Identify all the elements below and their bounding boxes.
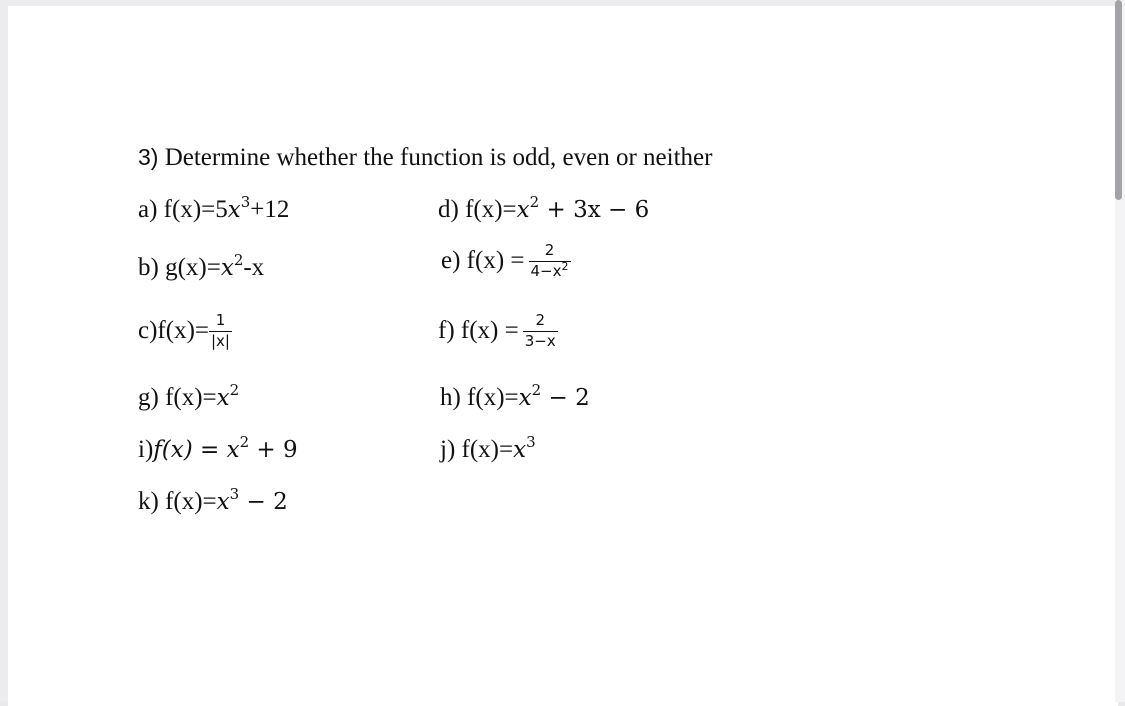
vertical-scrollbar[interactable] — [1115, 0, 1125, 702]
document-page — [8, 6, 1118, 706]
question-heading — [138, 144, 712, 172]
item-c-label: c)f(x)= — [138, 316, 209, 344]
item-k — [138, 485, 288, 516]
item-a-math: $x^3$ — [227, 193, 251, 223]
item-j-label: j) f(x)= — [440, 436, 514, 463]
item-a-label: a) f(x)=5 — [138, 196, 228, 223]
question-text: Determine whether the function is odd, even or neither — [164, 144, 713, 171]
item-k-math: $x^3 - 2$ — [216, 485, 288, 515]
item-d — [438, 193, 650, 224]
item-h-label: h) f(x)= — [440, 384, 519, 411]
item-a-rest: +12 — [250, 196, 290, 223]
item-c — [138, 312, 232, 349]
item-i — [138, 433, 298, 464]
item-b-rest: -x — [243, 254, 265, 281]
item-a — [138, 193, 290, 224]
item-g-math: $x^2$ — [216, 381, 240, 411]
item-j-math: $x^3$ — [513, 433, 536, 463]
item-i-label: i) — [138, 436, 154, 463]
item-g — [138, 381, 240, 412]
item-c-fraction: $\frac{1}{|x|}$ — [211, 311, 230, 350]
item-b — [138, 251, 265, 282]
item-b-math: $x^2$ — [220, 251, 244, 281]
item-k-label: k) f(x)= — [138, 488, 217, 515]
scrollbar-thumb[interactable] — [1115, 0, 1122, 200]
item-h-math: $x^2 - 2$ — [518, 381, 590, 411]
item-f-fraction: $\frac{2}{3-x}$ — [524, 311, 556, 350]
item-j — [440, 433, 536, 464]
item-i-math: $f(x) = x^2 + 9$ — [153, 433, 298, 463]
item-f — [438, 312, 558, 349]
item-e-label: e) f(x) = — [441, 246, 525, 274]
item-g-label: g) f(x)= — [138, 384, 217, 411]
item-e — [441, 242, 571, 279]
item-h — [440, 381, 590, 412]
item-e-fraction: $\frac{2}{4-x^2}$ — [530, 241, 569, 280]
item-f-label: f) f(x) = — [438, 316, 519, 344]
item-d-math: $x^2 + 3x - 6$ — [516, 193, 650, 223]
item-d-label: d) f(x)= — [438, 196, 517, 223]
question-number: 3) — [138, 144, 159, 170]
item-b-label: b) g(x)= — [138, 254, 221, 281]
